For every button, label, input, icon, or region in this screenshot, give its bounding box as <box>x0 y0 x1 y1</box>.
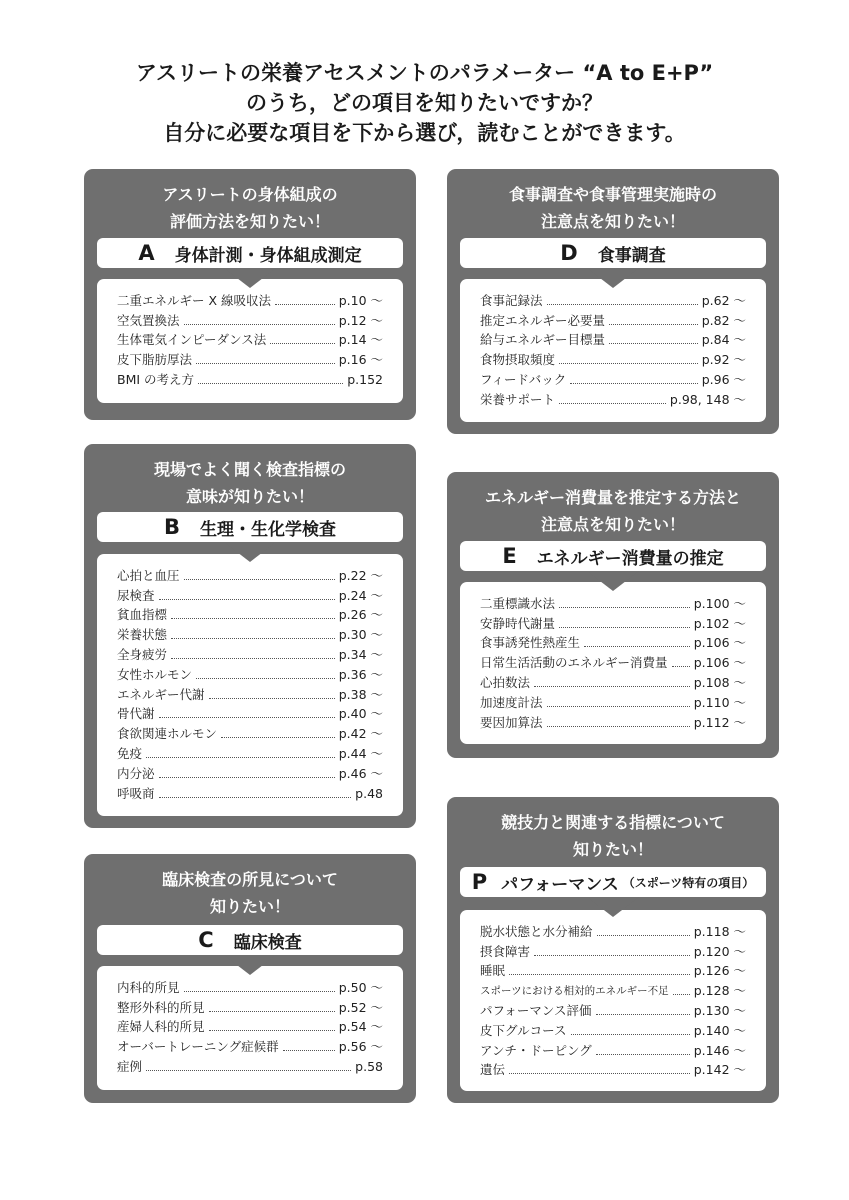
item-label: 皮下グルコース <box>480 1022 567 1038</box>
list-item[interactable] <box>117 309 383 329</box>
item-page: p.102 〜 <box>693 615 746 631</box>
list-item[interactable] <box>480 612 746 632</box>
list-item[interactable] <box>117 643 383 663</box>
item-page: p.22 〜 <box>338 567 383 583</box>
list-item[interactable] <box>480 940 746 960</box>
item-label: フィードバック <box>480 371 567 387</box>
leader-dots <box>196 678 335 679</box>
item-label: スポーツにおける相対的エネルギー不足 <box>480 985 669 998</box>
leader-dots <box>171 658 335 659</box>
item-label: BMI の考え方 <box>117 371 195 387</box>
leader-dots <box>196 363 335 364</box>
item-label: 空気置換法 <box>117 312 180 328</box>
item-label: 呼吸商 <box>117 785 155 801</box>
list-item[interactable] <box>480 309 746 329</box>
section-d-title-line-2: 注意点を知りたい！ <box>540 212 685 231</box>
item-label: アンチ・ドーピング <box>480 1042 592 1058</box>
leader-dots <box>570 383 697 384</box>
list-item[interactable] <box>480 651 746 671</box>
item-label: 日常生活活動のエネルギー消費量 <box>480 655 668 671</box>
section-p-name: パフォーマンス <box>501 874 619 895</box>
item-page: p.24 〜 <box>338 587 383 603</box>
item-label: 女性ホルモン <box>117 666 193 682</box>
item-page: p.52 〜 <box>338 999 383 1015</box>
item-page: p.100 〜 <box>693 595 746 611</box>
leader-dots <box>283 1050 335 1051</box>
list-item[interactable] <box>117 1035 383 1055</box>
item-label: 皮下脂肪厚法 <box>117 352 193 368</box>
item-label: 睡眠 <box>480 963 506 979</box>
leader-dots <box>275 304 335 305</box>
item-label: 貧血指標 <box>117 607 168 623</box>
list-item[interactable] <box>480 592 746 612</box>
section-p-letter: P <box>471 870 488 894</box>
leader-dots <box>209 1011 335 1012</box>
list-item[interactable] <box>480 1039 746 1059</box>
item-page: p.106 〜 <box>693 635 746 651</box>
leader-dots <box>209 1030 335 1031</box>
item-page: p.128 〜 <box>693 983 746 999</box>
leader-dots <box>547 726 690 727</box>
list-item[interactable] <box>480 289 746 309</box>
item-page: p.96 〜 <box>701 371 746 387</box>
item-label: パフォーマンス評価 <box>480 1002 592 1018</box>
item-page: p.42 〜 <box>338 726 383 742</box>
leader-dots <box>159 777 335 778</box>
list-item[interactable] <box>117 623 383 643</box>
leader-dots <box>559 607 690 608</box>
section-a-item-list <box>97 279 403 403</box>
list-item[interactable] <box>480 979 746 999</box>
section-card-p <box>447 797 779 1103</box>
leader-dots <box>559 403 666 404</box>
item-label: 生体電気インピーダンス法 <box>117 332 267 348</box>
section-e-arrow-icon <box>587 571 639 591</box>
leader-dots <box>609 343 698 344</box>
section-b-letter: B <box>163 515 180 539</box>
leader-dots <box>209 698 335 699</box>
leader-dots <box>559 627 690 628</box>
section-c-title-line-1: 臨床検査の所見について <box>162 870 338 889</box>
list-item[interactable] <box>480 1059 746 1079</box>
section-c-banner[interactable] <box>97 925 403 955</box>
list-item[interactable] <box>480 671 746 691</box>
item-label: 食物摂取頻度 <box>480 352 556 368</box>
item-page: p.48 <box>355 785 383 801</box>
leader-dots <box>221 737 335 738</box>
leader-dots <box>672 666 690 667</box>
list-item[interactable] <box>117 976 383 996</box>
section-a-banner[interactable] <box>97 238 403 268</box>
item-label: 免疫 <box>117 745 143 761</box>
section-b-arrow-icon <box>224 542 276 562</box>
page-header <box>0 58 849 148</box>
list-item[interactable] <box>117 564 383 584</box>
section-b-title-line-1: 現場でよく聞く検査指標の <box>153 460 346 479</box>
leader-dots <box>609 324 698 325</box>
item-page: p.34 〜 <box>338 646 383 662</box>
list-item[interactable] <box>480 960 746 980</box>
leader-dots <box>559 363 698 364</box>
leader-dots <box>146 1070 351 1071</box>
item-label: 遺伝 <box>480 1062 506 1078</box>
leader-dots <box>184 579 335 580</box>
item-label: 内科的所見 <box>117 979 180 995</box>
item-page: p.146 〜 <box>693 1042 746 1058</box>
item-label: 加速度計法 <box>480 694 543 710</box>
item-label: 全身疲労 <box>117 646 168 662</box>
section-a-title-line-2: 評価方法を知りたい！ <box>169 212 330 231</box>
list-item[interactable] <box>480 329 746 349</box>
item-page: p.54 〜 <box>338 1019 383 1035</box>
section-b-title-line-2: 意味が知りたい！ <box>185 487 314 506</box>
leader-dots <box>547 304 698 305</box>
item-label: 食事記録法 <box>480 292 543 308</box>
header-line-3: 自分に必要な項目を下から選び，読むことができます。 <box>163 121 686 145</box>
section-d-banner[interactable] <box>460 238 766 268</box>
section-p-title-line-1: 競技力と関連する指標について <box>501 813 725 832</box>
item-page: p.46 〜 <box>338 765 383 781</box>
leader-dots <box>547 706 690 707</box>
section-e-name: エネルギー消費量の推定 <box>536 548 724 569</box>
section-card-d <box>447 169 779 434</box>
item-page: p.140 〜 <box>693 1022 746 1038</box>
section-d-title <box>447 181 779 235</box>
item-page: p.92 〜 <box>701 352 746 368</box>
item-page: p.14 〜 <box>338 332 383 348</box>
section-p-note: （スポーツ特有の項目） <box>622 875 755 890</box>
section-e-banner[interactable] <box>460 541 766 571</box>
item-page: p.58 <box>355 1058 383 1074</box>
section-d-title-line-1: 食事調査や食事管理実施時の <box>508 185 717 204</box>
leader-dots <box>584 646 690 647</box>
leader-dots <box>596 1014 690 1015</box>
item-label: 栄養サポート <box>480 391 556 407</box>
list-item[interactable] <box>117 703 383 723</box>
list-item[interactable] <box>480 999 746 1019</box>
leader-dots <box>534 686 690 687</box>
item-page: p.36 〜 <box>338 666 383 682</box>
item-label: 推定エネルギー必要量 <box>480 312 606 328</box>
leader-dots <box>146 757 335 758</box>
leader-dots <box>184 324 335 325</box>
leader-dots <box>270 343 334 344</box>
item-page: p.56 〜 <box>338 1039 383 1055</box>
leader-dots <box>534 955 690 956</box>
item-label: 二重標識水法 <box>480 595 556 611</box>
section-p-arrow-icon <box>587 897 639 917</box>
leader-dots <box>509 1073 690 1074</box>
section-card-b <box>84 444 416 828</box>
item-page: p.12 〜 <box>338 312 383 328</box>
item-label: 骨代謝 <box>117 706 155 722</box>
section-b-banner[interactable] <box>97 512 403 542</box>
section-e-item-list <box>460 582 766 744</box>
item-page: p.142 〜 <box>693 1062 746 1078</box>
section-c-title-line-2: 知りたい！ <box>209 897 290 916</box>
item-label: 給与エネルギー目標量 <box>480 332 606 348</box>
section-c-letter: C <box>198 928 214 952</box>
item-label: オーバートレーニング症候群 <box>117 1039 279 1055</box>
section-a-letter: A <box>138 241 155 265</box>
item-page: p.152 <box>347 371 383 387</box>
item-label: エネルギー代謝 <box>117 686 205 702</box>
section-e-title <box>447 484 779 538</box>
item-label: 食欲関連ホルモン <box>117 726 218 742</box>
section-b-name: 生理・生化学検査 <box>200 519 336 540</box>
list-item[interactable] <box>117 663 383 683</box>
leader-dots <box>597 935 690 936</box>
list-item[interactable] <box>117 1016 383 1036</box>
section-e-title-line-1: エネルギー消費量を推定する方法と <box>484 488 741 507</box>
list-item[interactable] <box>117 368 383 388</box>
section-card-a <box>84 169 416 420</box>
leader-dots <box>509 974 690 975</box>
section-c-item-list <box>97 966 403 1090</box>
section-card-c <box>84 854 416 1103</box>
item-page: p.30 〜 <box>338 627 383 643</box>
item-page: p.44 〜 <box>338 745 383 761</box>
item-page: p.120 〜 <box>693 943 746 959</box>
section-e-letter: E <box>502 544 517 568</box>
list-item[interactable] <box>480 388 746 408</box>
leader-dots <box>673 994 690 995</box>
leader-dots <box>184 991 335 992</box>
list-item[interactable] <box>117 782 383 802</box>
list-item[interactable] <box>117 742 383 762</box>
item-label: 二重エネルギー X 線吸収法 <box>117 292 272 308</box>
leader-dots <box>159 717 335 718</box>
section-p-title <box>447 809 779 863</box>
item-label: 脱水状態と水分補給 <box>480 923 593 939</box>
item-label: 要因加算法 <box>480 714 543 730</box>
section-card-e <box>447 472 779 758</box>
item-label: 食事誘発性熱産生 <box>480 635 581 651</box>
list-item[interactable] <box>480 632 746 652</box>
section-e-title-line-2: 注意点を知りたい！ <box>540 515 685 534</box>
list-item[interactable] <box>117 762 383 782</box>
leader-dots <box>159 797 352 798</box>
list-item[interactable] <box>480 1019 746 1039</box>
section-d-letter: D <box>560 241 578 265</box>
list-item[interactable] <box>480 691 746 711</box>
leader-dots <box>571 1034 690 1035</box>
item-label: 産婦人科的所見 <box>117 1019 205 1035</box>
section-p-title-line-2: 知りたい！ <box>572 840 653 859</box>
section-a-title <box>84 181 416 235</box>
section-p-banner[interactable] <box>460 867 766 897</box>
list-item[interactable] <box>117 996 383 1016</box>
item-page: p.38 〜 <box>338 686 383 702</box>
item-label: 尿検査 <box>117 587 155 603</box>
list-item[interactable] <box>480 348 746 368</box>
item-label: 心拍数法 <box>480 674 531 690</box>
item-page: p.112 〜 <box>693 714 746 730</box>
leader-dots <box>159 599 335 600</box>
item-page: p.82 〜 <box>701 312 746 328</box>
header-line-1: アスリートの栄養アセスメントのパラメーター “A to E+P” <box>135 61 714 85</box>
list-item[interactable] <box>480 711 746 731</box>
section-c-title <box>84 866 416 920</box>
section-b-title <box>84 456 416 510</box>
section-a-name: 身体計測・身体組成測定 <box>174 245 362 266</box>
item-page: p.62 〜 <box>701 292 746 308</box>
section-d-name: 食事調査 <box>597 245 666 266</box>
list-item[interactable] <box>117 1055 383 1075</box>
item-label: 内分泌 <box>117 765 155 781</box>
list-item[interactable] <box>117 683 383 703</box>
leader-dots <box>171 618 335 619</box>
header-line-2: のうち，どの項目を知りたいですか？ <box>246 91 603 115</box>
leader-dots <box>171 638 335 639</box>
item-label: 摂食障害 <box>480 943 531 959</box>
item-label: 症例 <box>117 1058 143 1074</box>
item-label: 栄養状態 <box>117 627 168 643</box>
item-page: p.98, 148 〜 <box>669 391 746 407</box>
section-p-item-list <box>460 910 766 1091</box>
section-a-arrow-icon <box>224 268 276 288</box>
section-d-arrow-icon <box>587 268 639 288</box>
item-label: 整形外科的所見 <box>117 999 205 1015</box>
item-label: 心拍と血圧 <box>117 567 180 583</box>
item-page: p.106 〜 <box>693 655 746 671</box>
item-page: p.26 〜 <box>338 607 383 623</box>
section-a-title-line-1: アスリートの身体組成の <box>162 185 338 204</box>
item-page: p.118 〜 <box>693 923 746 939</box>
item-page: p.126 〜 <box>693 963 746 979</box>
item-page: p.16 〜 <box>338 352 383 368</box>
item-page: p.130 〜 <box>693 1002 746 1018</box>
list-item[interactable] <box>117 722 383 742</box>
list-item[interactable] <box>117 329 383 349</box>
item-page: p.40 〜 <box>338 706 383 722</box>
section-b-item-list <box>97 554 403 816</box>
item-page: p.108 〜 <box>693 674 746 690</box>
list-item[interactable] <box>117 584 383 604</box>
list-item[interactable] <box>480 920 746 940</box>
item-page: p.84 〜 <box>701 332 746 348</box>
section-c-name: 臨床検査 <box>233 932 302 953</box>
item-page: p.10 〜 <box>338 292 383 308</box>
section-c-arrow-icon <box>224 955 276 975</box>
list-item[interactable] <box>117 289 383 309</box>
item-page: p.50 〜 <box>338 979 383 995</box>
leader-dots <box>596 1054 690 1055</box>
list-item[interactable] <box>117 604 383 624</box>
item-label: 安静時代謝量 <box>480 615 556 631</box>
item-page: p.110 〜 <box>693 694 746 710</box>
leader-dots <box>198 383 343 384</box>
list-item[interactable] <box>480 368 746 388</box>
list-item[interactable] <box>117 348 383 368</box>
section-d-item-list <box>460 279 766 422</box>
